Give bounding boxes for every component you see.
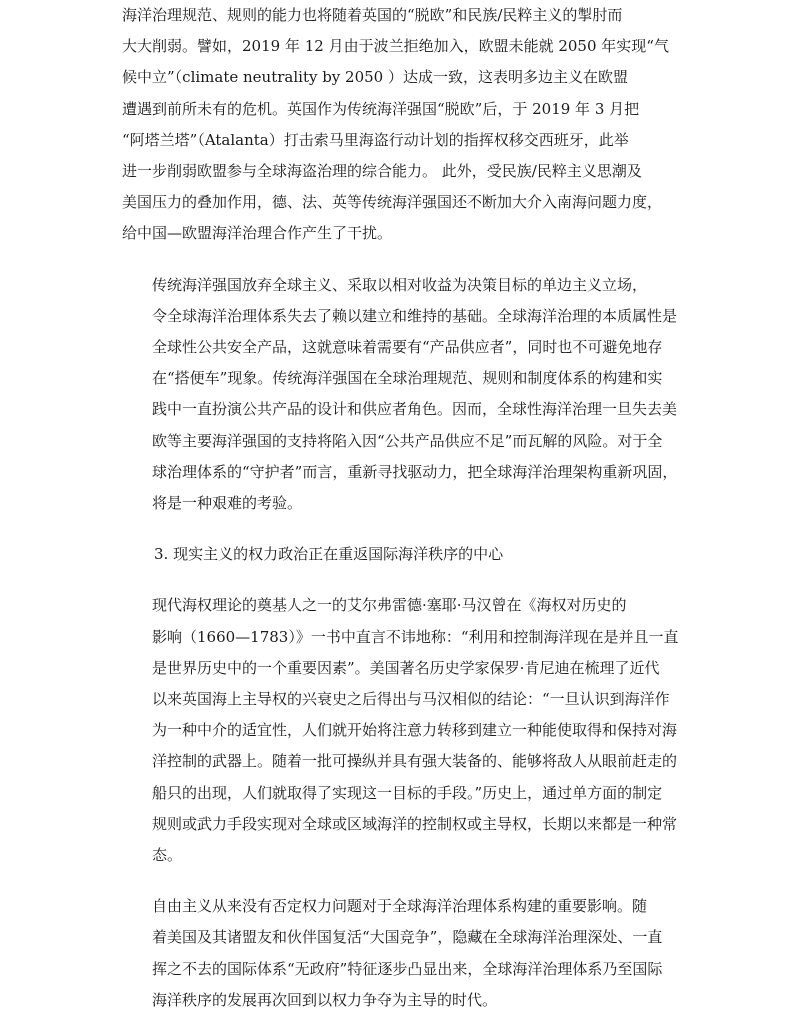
text-line: 传统海洋强国放弃全球主义、采取以相对收益为决策目标的单边主义立场， (152, 275, 648, 294)
text-line: 球治理体系的“守护者”而言，重新寻找驱动力，把全球海洋治理架构重新巩固， (152, 462, 678, 481)
text-line: 自由主义从来没有否定权力问题对于全球海洋治理体系构建的重要影响。随 (152, 897, 648, 916)
text-line: 挥之不去的国际体系“无政府”特征逐步凸显出来，全球海洋治理体系乃至国际 (152, 959, 663, 978)
paragraph-mahan-sea-power (122, 590, 682, 871)
heading-text: 3. 现实主义的权力政治正在重返国际海洋秩序的中心 (154, 545, 504, 564)
paragraph-unilateralism (122, 270, 682, 520)
text-line: 进一步削弱欧盟参与全球海盗治理的综合能力。 此外，受民族/民粹主义思潮及 (122, 162, 642, 181)
paragraph-spacer (122, 250, 682, 270)
text-line: 现代海权理论的奠基人之一的艾尔弗雷德·塞耶·马汉曾在《海权对历史的 (152, 596, 627, 615)
paragraph-spacer (122, 519, 682, 539)
text-line: 规则或武力手段实现对全球或区域海洋的控制权或主导权，长期以来都是一种常 (152, 814, 678, 833)
text-line: 海洋治理规范、规则的能力也将随着英国的“脱欧”和民族/民粹主义的掣肘而 (122, 6, 623, 24)
paragraph-spacer (122, 871, 682, 891)
text-line: 践中一直扮演公共产品的设计和供应者角色。因而，全球性海洋治理一旦失去美 (152, 400, 678, 419)
text-line: 候中立”（climate neutrality by 2050 ）达成一致，这表明多边主义在欧盟 (122, 68, 628, 87)
text-line: 着美国及其诸盟友和伙伴国复活“大国竞争”，隐藏在全球海洋治理深处、一直 (152, 928, 663, 947)
text-line: 遭遇到前所未有的危机。英国作为传统海洋强国“脱欧”后，于 2019 年 3 月把 (122, 99, 640, 118)
text-line: 影响（1660—1783）》一书中直言不讳地称：“利用和控制海洋现在是并且一直 (152, 627, 679, 646)
text-line: 态。 (152, 846, 183, 865)
paragraph-liberalism-power (122, 891, 682, 1016)
paragraph-eu-maritime-governance (122, 0, 682, 250)
text-line: 令全球海洋治理体系失去了赖以建立和维持的基础。全球海洋治理的本质属性是 (152, 306, 678, 325)
text-line: 将是一种艰难的考验。 (152, 494, 303, 513)
text-line: 以来英国海上主导权的兴衰史之后得出与马汉相似的结论：“一旦认识到海洋作 (152, 690, 670, 709)
text-line: 大大削弱。譬如，2019 年 12 月由于波兰拒绝加入，欧盟未能就 2050 年实现“气 (122, 37, 669, 56)
text-line: 洋控制的武器上。随着一批可操纵并具有强大装备的、能够将敌人从眼前赶走的 (152, 752, 678, 771)
text-line: 全球性公共安全产品，这就意味着需要有“产品供应者”，同时也不可避免地存 (152, 338, 663, 357)
text-line: 美国压力的叠加作用，德、法、英等传统海洋强国还不断加大介入南海问题力度， (122, 193, 663, 212)
text-line: 船只的出现，人们就取得了实现这一目标的手段。”历史上，通过单方面的制定 (152, 783, 663, 802)
paragraph-spacer (122, 570, 682, 590)
text-line: 欧等主要海洋强国的支持将陷入因“公共产品供应不足”而瓦解的风险。对于全 (152, 431, 663, 450)
text-line: 是世界历史中的一个重要因素”。美国著名历史学家保罗·肯尼迪在梳理了近代 (152, 658, 660, 677)
document-body (122, 0, 682, 1016)
text-line: “阿塔兰塔”（Atalanta）打击索马里海盗行动计划的指挥权移交西班牙，此举 (122, 130, 629, 149)
text-line: 为一种中介的适宜性，人们就开始将注意力转移到建立一种能使取得和保持对海 (152, 721, 678, 740)
text-line: 海洋秩序的发展再次回到以权力争夺为主导的时代。 (152, 990, 498, 1009)
text-line: 在“搭便车”现象。传统海洋强国在全球治理规范、规则和制度体系的构建和实 (152, 369, 663, 388)
section-heading (122, 539, 682, 570)
text-line: 给中国—欧盟海洋治理合作产生了干扰。 (122, 224, 393, 243)
